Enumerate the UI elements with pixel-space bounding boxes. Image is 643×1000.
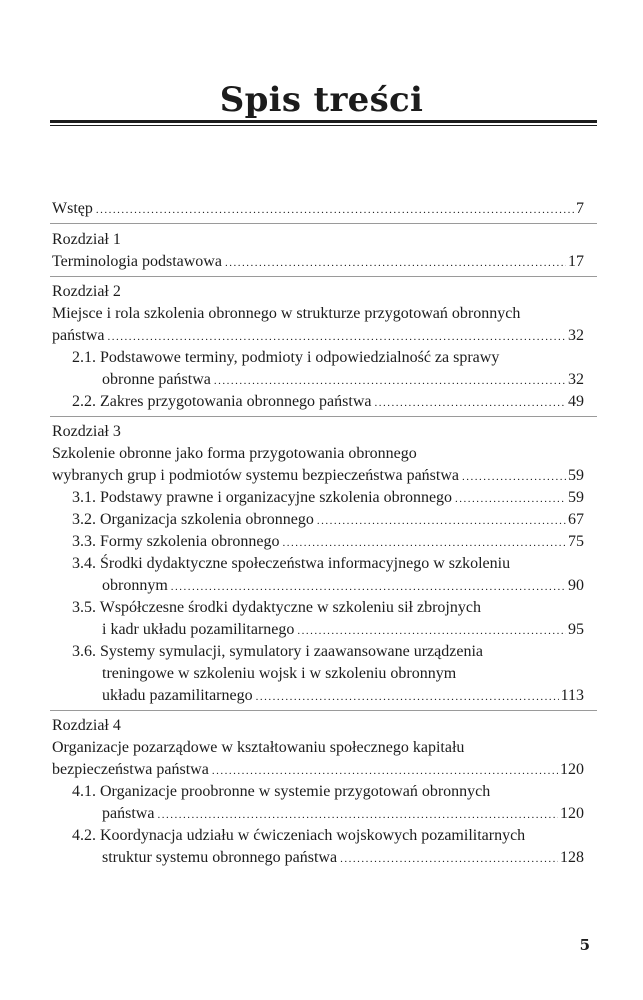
title-rule-thin	[50, 125, 597, 126]
toc-entry-section-3-4[interactable]	[102, 576, 584, 597]
chapter-label: Rozdział 1	[52, 231, 121, 248]
toc-entry-text: 3.4. Środki dydaktyczne społeczeństwa informacyjnego w szkoleniu	[72, 555, 511, 572]
dot-leader	[297, 621, 566, 641]
toc-entry-text: 2.2. Zakres przygotowania obronnego państwa	[72, 393, 372, 410]
toc-page-number: 128	[560, 849, 584, 866]
toc-entry-text: treningowe w szkoleniu wojsk i w szkoleniu obronnym	[102, 665, 457, 682]
toc-page-number: 17	[568, 253, 584, 270]
toc-entry-chapter-3[interactable]	[52, 466, 584, 487]
toc-entry-text: państwa	[102, 805, 155, 822]
dot-leader	[317, 511, 566, 531]
toc-entry-text: obronne państwa	[102, 371, 211, 388]
page-number: 5	[579, 936, 590, 954]
toc-entry-text: Organizacje pozarządowe w kształtowaniu społecznego kapitału	[52, 739, 465, 756]
toc-entry-text: Szkolenie obronne jako forma przygotowania obronnego	[52, 445, 417, 462]
dot-leader	[462, 467, 566, 487]
toc-page-number: 59	[568, 467, 584, 484]
dot-leader	[455, 489, 566, 509]
dot-leader	[374, 393, 566, 413]
chapter-label: Rozdział 3	[52, 423, 121, 440]
toc-entry-section-3-5[interactable]	[102, 620, 584, 641]
toc-entry-text: Terminologia podstawowa	[52, 253, 222, 270]
dot-leader	[96, 200, 574, 220]
toc-entry-text: 4.2. Koordynacja udziału w ćwiczeniach wojskowych pozamilitarnych	[72, 827, 526, 844]
toc-entry-section-3-1[interactable]	[72, 488, 584, 509]
toc-entry-intro[interactable]	[52, 199, 584, 220]
chapter-label: Rozdział 4	[52, 717, 121, 734]
toc-page-number: 32	[568, 371, 584, 388]
toc-page-number: 32	[568, 327, 584, 344]
toc-entry-chapter-2[interactable]	[52, 326, 584, 347]
toc-entry-section-3-2[interactable]	[72, 510, 584, 531]
toc-entry-text: wybranych grup i podmiotów systemu bezpieczeństwa państwa	[52, 467, 460, 484]
toc-entry-text: 3.2. Organizacja szkolenia obronnego	[72, 511, 314, 528]
toc-entry-chapter-4[interactable]	[52, 760, 584, 781]
toc-entry-section-4-1[interactable]	[102, 804, 584, 825]
toc-entry-text: Wstęp	[52, 200, 93, 217]
toc-entry-chapter-1[interactable]	[52, 252, 584, 273]
toc-page-number: 95	[568, 621, 584, 638]
dot-leader	[256, 687, 559, 707]
dot-leader	[212, 761, 558, 781]
toc-entry-section-2-1[interactable]	[102, 370, 584, 391]
toc-entry-text: 3.6. Systemy symulacji, symulatory i zaawansowane urządzenia	[72, 643, 483, 660]
toc-entry-section-3-3[interactable]	[72, 532, 584, 553]
toc-entry-text: układu pazamilitarnego	[102, 687, 253, 704]
separator	[50, 223, 597, 224]
toc-page-number: 113	[560, 687, 584, 704]
toc-entry-text: 3.1. Podstawy prawne i organizacyjne szkolenia obronnego	[72, 489, 453, 506]
page-title: Spis treści	[219, 80, 424, 120]
toc-entry-text: obronnym	[102, 577, 168, 594]
toc-entry-text: 4.1. Organizacje proobronne w systemie przygotowań obronnych	[72, 783, 491, 800]
toc-page-number: 59	[568, 489, 584, 506]
toc-entry-section-3-6[interactable]	[102, 686, 584, 707]
toc-page-number: 120	[560, 805, 584, 822]
dot-leader	[214, 371, 566, 391]
dot-leader	[283, 533, 566, 553]
toc-page-number: 67	[568, 511, 584, 528]
toc-page-number: 90	[568, 577, 584, 594]
toc-entry-text: struktur systemu obronnego państwa	[102, 849, 338, 866]
separator	[50, 276, 597, 277]
dot-leader	[157, 805, 558, 825]
toc-page-number: 7	[576, 200, 584, 217]
separator	[50, 416, 597, 417]
dot-leader	[171, 577, 566, 597]
toc-entry-section-2-2[interactable]	[72, 392, 584, 413]
toc-page-number: 49	[568, 393, 584, 410]
dot-leader	[107, 327, 566, 347]
toc-entry-text: państwa	[52, 327, 105, 344]
toc-entry-text: bezpieczeństwa państwa	[52, 761, 209, 778]
toc-entry-text: 2.1. Podstawowe terminy, podmioty i odpowiedzialność za sprawy	[72, 349, 500, 366]
toc-page-number: 120	[560, 761, 584, 778]
toc-entry-text: 3.3. Formy szkolenia obronnego	[72, 533, 280, 550]
title-rule-thick	[50, 120, 597, 123]
toc-entry-text: i kadr układu pozamilitarnego	[102, 621, 295, 638]
toc-entry-text: Miejsce i rola szkolenia obronnego w strukturze przygotowań obronnych	[52, 305, 521, 322]
toc-entry-text: 3.5. Współczesne środki dydaktyczne w szkoleniu sił zbrojnych	[72, 599, 481, 616]
separator	[50, 710, 597, 711]
toc-entry-section-4-2[interactable]	[102, 848, 584, 869]
toc-page-number: 75	[568, 533, 584, 550]
chapter-label: Rozdział 2	[52, 283, 121, 300]
dot-leader	[340, 849, 558, 869]
dot-leader	[225, 253, 566, 273]
